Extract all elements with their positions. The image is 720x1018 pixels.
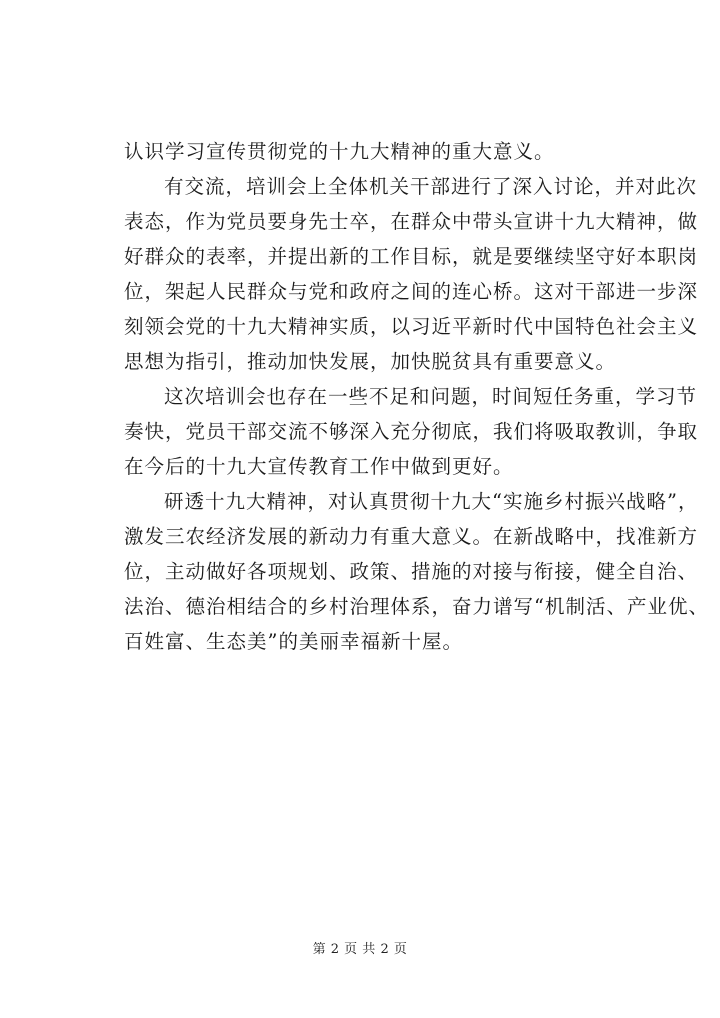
paragraph-1 xyxy=(124,134,644,169)
paragraph-line: 好群众的表率，并提出新的工作目标，就是要继续坚守好本职岗 xyxy=(124,245,699,268)
paragraph-line: 思想为指引，推动加快发展，加快脱贫具有重要意义。 xyxy=(124,350,617,373)
paragraph-line: 表态，作为党员要身先士卒，在群众中带头宣讲十九大精神，做 xyxy=(124,210,699,233)
page-number-footer: 第 2 页 共 2 页 xyxy=(312,942,408,957)
paragraph-line: 有交流，培训会上全体机关干部进行了深入讨论，并对此次 xyxy=(164,175,698,198)
paragraph-line: 刻领会党的十九大精神实质，以习近平新时代中国特色社会主义 xyxy=(124,315,699,338)
paragraph-line: 这次培训会也存在一些不足和问题，时间短任务重，学习节 xyxy=(164,385,698,408)
document-body xyxy=(124,134,709,659)
paragraph-line: 位，架起人民群众与党和政府之间的连心桥。这对干部进一步深 xyxy=(124,280,699,303)
paragraph-line: 激发三农经济发展的新动力有重大意义。在新战略中，找准新方 xyxy=(124,525,699,548)
paragraph-line: 百姓富、生态美”的美丽幸福新十屋。 xyxy=(124,630,463,653)
paragraph-4 xyxy=(124,484,709,659)
paragraph-line: 研透十九大精神，对认真贯彻十九大“实施乡村振兴战略”， xyxy=(164,490,699,513)
paragraph-line: 认识学习宣传贯彻党的十九大精神的重大意义。 xyxy=(124,140,555,163)
paragraph-3 xyxy=(124,379,699,484)
paragraph-line: 法治、德治相结合的乡村治理体系，奋力谱写“机制活、产业优、 xyxy=(124,595,709,618)
paragraph-line: 位，主动做好各项规划、政策、措施的对接与衔接，健全自治、 xyxy=(124,560,699,583)
paragraph-2 xyxy=(124,169,699,379)
paragraph-line: 在今后的十九大宣传教育工作中做到更好。 xyxy=(124,455,514,478)
paragraph-line: 奏快，党员干部交流不够深入充分彻底，我们将吸取教训，争取 xyxy=(124,420,699,443)
